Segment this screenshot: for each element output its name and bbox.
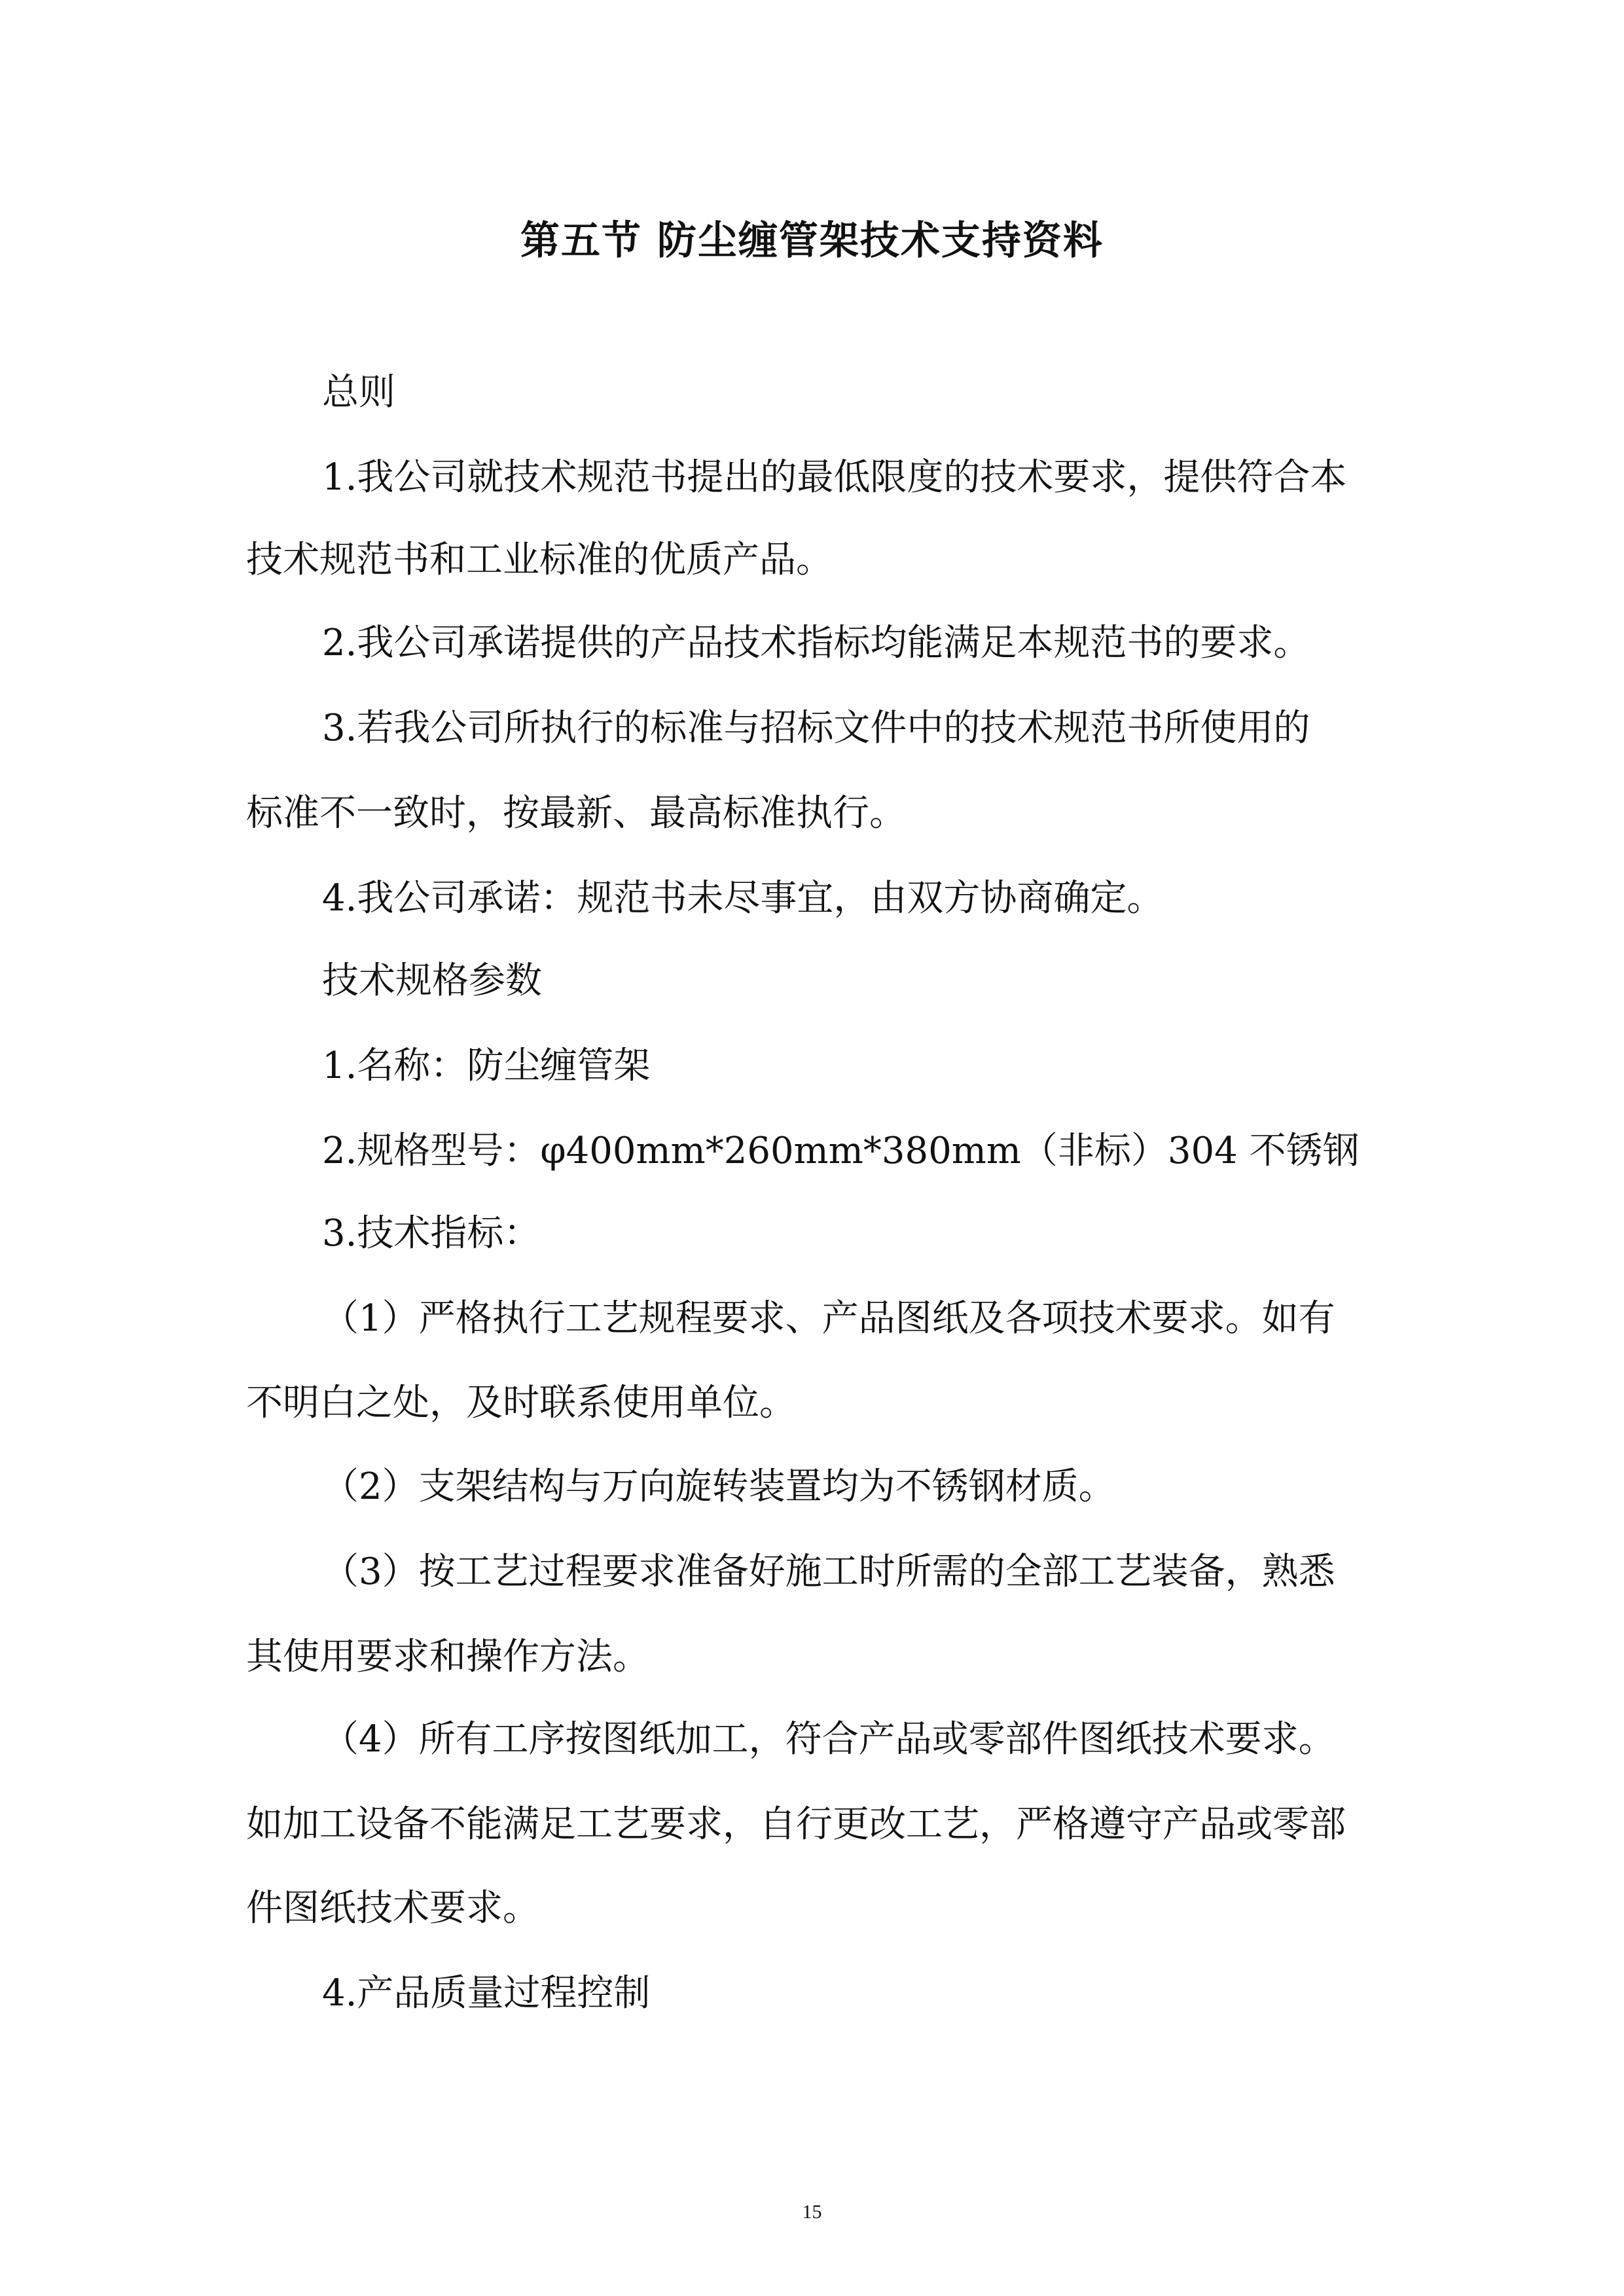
paragraph-line: 不明白之处，及时联系使用单位。 (246, 1382, 796, 1424)
paragraph-line: 2.我公司承诺提供的产品技术指标均能满足本规范书的要求。 (322, 622, 1310, 664)
paragraph-line: 4.我公司承诺：规范书未尽事宜，由双方协商确定。 (322, 877, 1164, 920)
paragraph-line: 件图纸技术要求。 (246, 1887, 539, 1929)
paragraph-line: （1）严格执行工艺规程要求、产品图纸及各项技术要求。如有 (322, 1297, 1335, 1340)
paragraph-line: 其使用要求和操作方法。 (246, 1636, 649, 1678)
paragraph-line: 3.若我公司所执行的标准与招标文件中的技术规范书所使用的 (322, 707, 1310, 749)
paragraph-line: 2.规格型号：φ400mm*260mm*380mm（非标）304 不锈钢 (322, 1130, 1360, 1172)
paragraph-line: （3）按工艺过程要求准备好施工时所需的全部工艺装备，熟悉 (322, 1551, 1335, 1593)
page-number: 15 (802, 2201, 822, 2223)
paragraph-line: 1.我公司就技术规范书提出的最低限度的技术要求，提供符合本 (322, 456, 1347, 499)
heading-specs: 技术规格参数 (322, 960, 542, 1002)
paragraph-line: 4.产品质量过程控制 (322, 1972, 651, 2015)
paragraph-line: （4）所有工序按图纸加工，符合产品或零部件图纸技术要求。 (322, 1718, 1335, 1761)
paragraph-line: 标准不一致时，按最新、最高标准执行。 (246, 792, 906, 834)
paragraph-line: 1.名称：防尘缠管架 (322, 1045, 651, 1087)
paragraph-line: 技术规范书和工业标准的优质产品。 (246, 539, 833, 581)
paragraph-line: 如加工设备不能满足工艺要求，自行更改工艺，严格遵守产品或零部 (246, 1803, 1346, 1846)
section-title: 第五节 防尘缠管架技术支持资料 (520, 218, 1104, 264)
paragraph-line: （2）支架结构与万向旋转装置均为不锈钢材质。 (322, 1465, 1115, 1508)
heading-general: 总则 (322, 371, 395, 414)
paragraph-line: 3.技术指标： (322, 1212, 541, 1255)
